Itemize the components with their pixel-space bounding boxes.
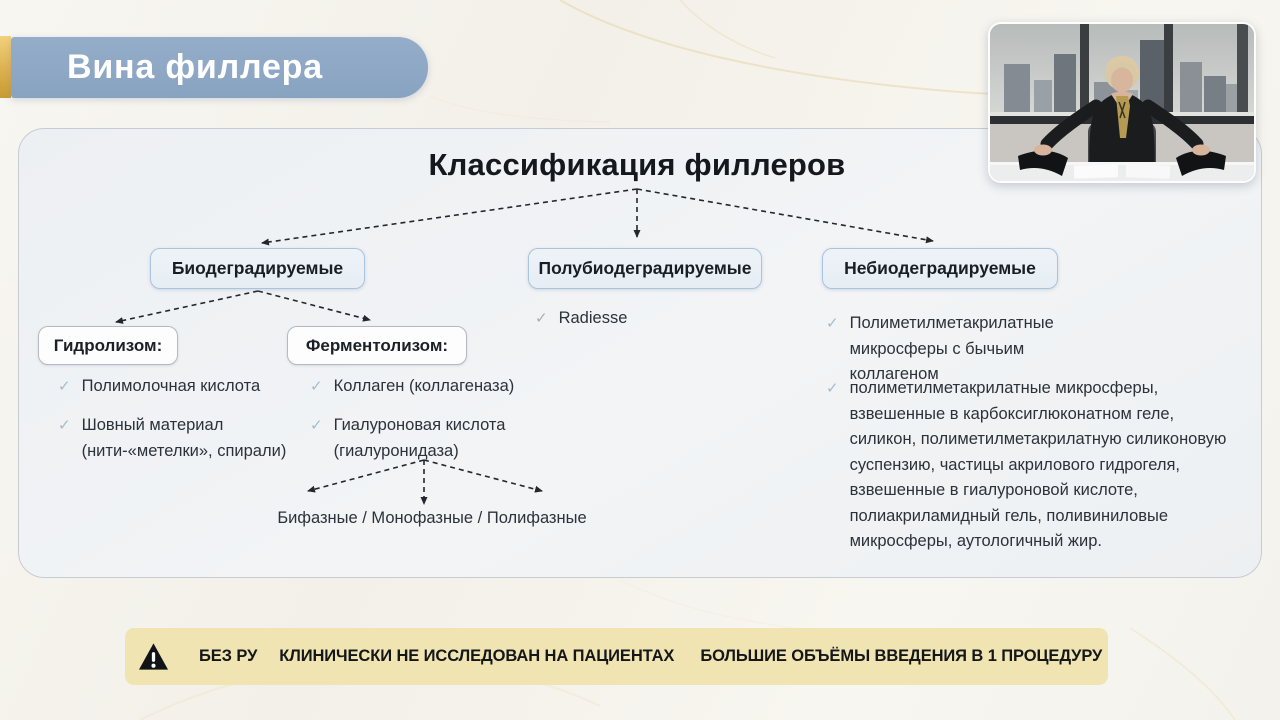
list-item-text: Radiesse — [558, 309, 628, 327]
node-enzymolysis: Ферментолизом: — [287, 326, 467, 365]
node-semi-biodegradable: Полубиодеградируемые — [528, 248, 762, 289]
list-item-collagen — [310, 374, 570, 400]
list-item-text: полиметилметакрилатные микросферы, взвешенные в карбоксиглюконатном геле, силикон, полиметилметакрилатную силиконовую суспензию, частицы акрилового гидрогеля, взвешенные в гиалуроновой кислоте, полиакриламидный гель, поливиниловые микросферы, аутологичный жир. — [849, 379, 1227, 551]
node-non-biodegradable: Небиодеградируемые — [822, 248, 1058, 289]
list-item-polylactic-acid — [58, 374, 298, 400]
warning-banner — [125, 628, 1108, 685]
check-icon: ✓ — [310, 378, 323, 395]
warning-icon — [138, 642, 169, 671]
list-item-text: Коллаген (коллагеназа) — [333, 377, 515, 395]
slide-title: Вина филлера — [67, 48, 323, 86]
check-icon: ✓ — [58, 378, 71, 395]
warning-text-large-volumes: БОЛЬШИЕ ОБЪЁМЫ ВВЕДЕНИЯ В 1 ПРОЦЕДУРУ — [700, 647, 1103, 665]
check-icon: ✓ — [826, 315, 839, 332]
check-icon: ✓ — [826, 380, 839, 397]
warning-text-not-tested: КЛИНИЧЕСКИ НЕ ИССЛЕДОВАН НА ПАЦИЕНТАХ — [279, 647, 675, 665]
title-accent-bar — [0, 36, 11, 98]
node-hydrolysis: Гидролизом: — [38, 326, 178, 365]
list-item-text: Полимолочная кислота — [81, 377, 261, 395]
warning-text-no-ru: БЕЗ РУ — [199, 647, 258, 665]
presenter-video-frame — [990, 24, 1254, 181]
list-item-text: Полиметилметакрилатные микросферы с бычьим коллагеном — [849, 314, 1054, 384]
list-item-pmma-mixtures — [826, 376, 1238, 555]
check-icon: ✓ — [535, 310, 548, 327]
diagram-title: Классификация филлеров — [428, 147, 846, 182]
phases-label: Бифазные / Монофазные / Полифазные — [277, 509, 587, 527]
node-biodegradable: Биодеградируемые — [150, 248, 365, 289]
check-icon: ✓ — [310, 417, 323, 434]
list-item-text: Шовный материал (нити-«метелки», спирали) — [81, 416, 287, 460]
list-item-radiesse — [535, 306, 735, 332]
slide-title-banner — [11, 37, 428, 98]
list-item-text: Гиалуроновая кислота (гиалуронидаза) — [333, 416, 506, 460]
list-item-hyaluronic-acid — [310, 413, 545, 464]
presenter-video — [988, 22, 1256, 183]
list-item-suture-material — [58, 413, 293, 464]
check-icon: ✓ — [58, 417, 71, 434]
